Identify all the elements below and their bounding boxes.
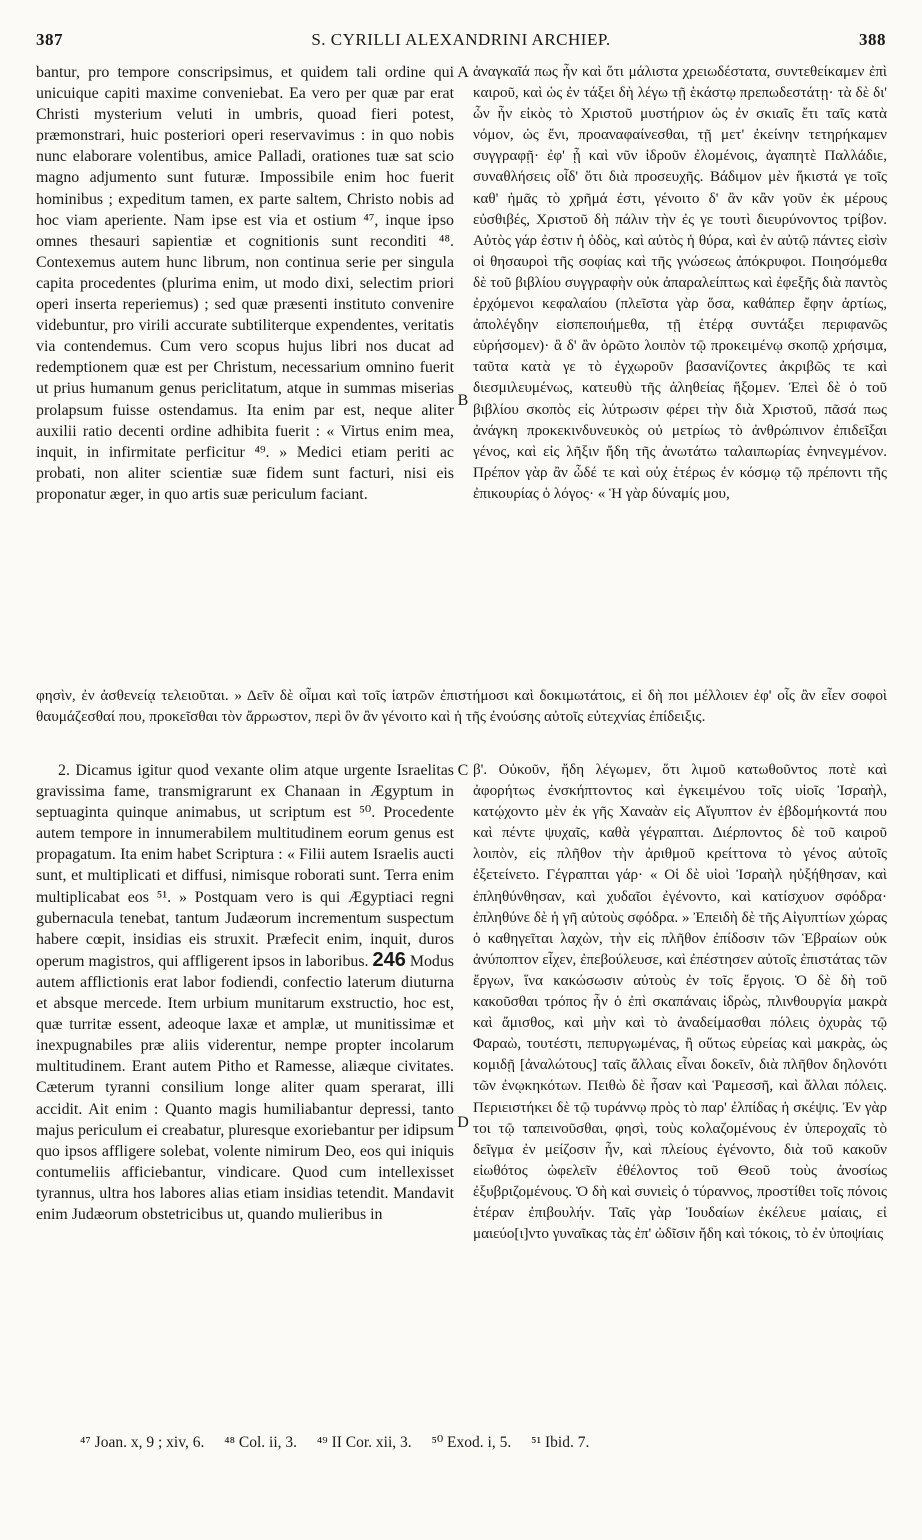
greek-full-width-line [36, 685, 887, 727]
margin-marker-d: D [457, 1114, 469, 1131]
footnote-48: ⁴⁸ Col. ii, 3. [224, 1434, 298, 1451]
latin-paragraph-2 [36, 760, 454, 1225]
page-header [36, 30, 886, 54]
greek-paragraph-1: ἀναγκαῖά πως ἦν καὶ ὅτι μάλιστα χρειωδέστατα, συντεθείκαμεν ἐπὶ καιροῦ, καὶ ὡς ἐν τάξει δὴ λέγω τῇ ἑκάστῳ πρεπωδεστάτῃ· τὰ δὲ δι' ὧν ἦν εἰκὸς τὸ Χριστοῦ μυστήριον ὡς ἐν σκιαῖς ἔτι ταῖς κατὰ νόμον, ὡς ἔνι, προαναφαίνεσθαι, τῇ μετ' ἐκείνην τετηρήκαμεν συγγραφῇ· ἐφ' ᾗ καὶ νῦν ἱδροῦν ἐλομένοις, ἀγαπητὲ Παλλάδιε, συναθλήσεις οἶδ' ὅτι διὰ προσευχῆς. Βάδιμον μὲν ἥκιστά γε τοῖς καθ' ἡμᾶς τὸ χρῆμά ἐστι, γένοιτο δ' ἂν κἂν γοῦν ἐκ μέρους εὐσθιβές, Χριστοῦ δὴ πάλιν τὴν ἐς γε τουτὶ διευρύνοντος τρίβον. Αὐτὸς γάρ ἐστιν ἡ ὁδὸς, καὶ αὐτὸς ἡ θύρα, καὶ ἐν αὐτῷ πάντες εἰσὶν οἱ θησαυροὶ τῆς σοφίας καὶ τῆς γνώσεως ἀπόκρυφοι. Ποιησόμεθα δὲ τοῦ βιβλίου συγγραφὴν οὐκ ἀπαραλείπτως καὶ ἐφεξῆς διὰ παντὸς ἐρχόμενοι κεφαλαίου (πλεῖστα γὰρ ὅσα, καθάπερ ἔφην ἀρτίως, ἀπολέγδην εἰσπεποιήμεθα, τῇ ἑτέρᾳ συντάξει περιφανῶς εὑρήσομεν)· ἃ δ' ἂν ὁρῶτο λοιπὸν τῷ προκειμένῳ σκοπῷ χρήσιμα, ταῦτα κατὰ γε τὸ ἐγχωροῦν βασανίζοντες ἀκριβῶς τε καὶ διεσμιλευμένως, κατευθὺ τῆς ἀληθείας ἥξομεν. Ἐπεὶ δὲ ὁ τοῦ βιβλίου σκοπὸς εἰς λύτρωσιν φέρει τὴν διὰ Χριστοῦ, πᾶσά πως ἀνάγκη προκεκινδυνευκὸς οὐ μετρίως τὸ ἀνθρώπινον ἐπιδεῖξαι γένος, καὶ εἰς λῆξιν ἤδη τῆς ἀνωτάτω ταλαιπωρίας ἐνηνεγμένον. Πρέπον γὰρ ἂν ὧδέ τε καὶ οὐχ ἑτέρως ἐν κόσμῳ τῷ πρέποντι τῆς ἐπικουρίας ὁ λόγος· « Ἡ γὰρ δύναμίς μου, [473, 64, 887, 502]
latin-paragraph-2-part-b: Modus autem afflictionis erat labor fodiendi, confectio laterum diuturna et absque mercede. Item urbium munitarum exstructio, hoc est, quæ turritæ essent, adeoque laxæ et amplæ, ut munitissimæ et inexpugnabiles præ aliis viderentur, nempe propter incolarum multitudinem. Erant autem Pitho et Ramesse, aliæque civitates. Cæterum tyranni consilium longe aliter quam sperarat, illi accidit. Ait enim : Quanto magis humiliabantur depressi, tanto majus periculum ei creabatur, pluresque exoriebantur per idipsum quo ipsos affligere solebat, volente nimirum Deo, eos qui iniquis contumeliis afficiebantur, vindicare. Quod cum intellexisset tyrannus, ultra hos labores alias etiam insidias tetendit. Mandavit enim Judæorum obstetricibus ut, quando mulieribus in [36, 952, 454, 1223]
latin-column-bottom [36, 760, 454, 1412]
running-title: S. CYRILLI ALEXANDRINI ARCHIEP. [311, 30, 611, 49]
latin-column-top [36, 62, 454, 682]
footnote-49: ⁴⁹ II Cor. xii, 3. [316, 1434, 412, 1451]
column-number: 246 [372, 948, 406, 971]
greek-full-width-text: φησὶν, ἐν ἀσθενείᾳ τελειοῦται. » Δεῖν δὲ οἶμαι καὶ τοῖς ἰατρῶν ἐπιστήμοσι καὶ δοκιμωτάτοις, εἰ δὴ ποι μέλλοιεν ἐφ' οἷς ἂν εἶεν σοφοὶ θαυμάζεσθαί που, προκεῖσθαι τὸν ἄρρωστον, περὶ ὃν ἂν γένοιτο καὶ ἡ τῆς ἐνούσης αὐτοῖς εὐτεχνίας ἐπίδειξις. [36, 687, 887, 726]
margin-marker-c: C [457, 762, 469, 779]
footnote-51: ⁵¹ Ibid. 7. [531, 1434, 590, 1451]
latin-paragraph-1: bantur, pro tempore conscripsimus, et quidem tali ordine qui unicuique capiti maxime conveniebat. Ea vero per quæ par erat Christi mysterium veluti in umbris, quoad fieri potest, præmonstrari, huic posteriori operi reservavimus : in quo nobis nunc elaborare volentibus, amice Palladi, orationes tuæ sat scio magno adjumento sunt futuræ. Impossibile enim hoc fuerit hominibus ; expeditum tamen, ex parte saltem, Christo nobis ad hoc viam aperiente. Nam ipse est via et ostium ⁴⁷, inque ipso omnes thesauri sapientiæ et cognitionis sunt reconditi ⁴⁸. Contexemus autem hunc librum, non continua serie per singula capita procedentes (plurima enim, ut modo dixi, selectim priori operi inserta reperiemus) ; sed quæ præsenti instituto convenire videbuntur, pro virili accurate subtiliterque expendentes, veritatis via contendemus. Cum vero scopus hujus libri nos ducat ad redemptionem quæ est per Christum, necessarium omnino fuerit ut prius humanum genus periclitatum, atque in summas miserias prolapsum fuisse ostendamus. Ita enim par est, neque aliter auxilii ratio decenti ordine adhibita fuerit : « Virtus enim mea, inquit, in infirmitate perficitur ⁴⁹. » Medici etiam periti ac probati, non aliter scientiæ suæ fidem sunt facturi, nisi eis proponatur æger, in quo artis suæ periculum faciant. [36, 64, 454, 503]
footnote-50: ⁵⁰ Exod. i, 5. [431, 1434, 512, 1451]
greek-column-top [473, 62, 887, 682]
page-number-left: 387 [36, 30, 63, 49]
greek-column-bottom [473, 760, 887, 1412]
page-number-right: 388 [859, 30, 886, 49]
greek-paragraph-2: β'. Οὐκοῦν, ἤδη λέγωμεν, ὅτι λιμοῦ κατωθοῦντος ποτὲ καὶ ἀφορήτως ἐνσκήπτοντος καὶ ἐγκειμένου τοῖς υἱοῖς Ἰσραὴλ, κατῴχοντο μὲν ἐκ γῆς Χαναὰν εἰς Αἴγυπτον ἐν ἑβδομήκοντά που καὶ πέντε ψυχαῖς, καθὰ γέγραπται. Διέρποντος δὲ τοῦ καιροῦ λοιπὸν, εἰς πλῆθον τὴν ἀριθμοῦ κρείττονα τὸ γένος αὐτοῖς ἐξετείνετο. Γέγραπται γάρ· « Οἱ δὲ υἱοὶ Ἰσραὴλ ηὐξήθησαν, καὶ ἐπληθύνθησαν, καὶ χυδαῖοι ἐγένοντο, καὶ κατίσχυον σφόδρα· ἐπληθύνε δὲ ἡ γῆ αὐτοὺς σφόδρα. » Ἐπειδὴ δὲ τῆς Αἰγυπτίων χώρας ὁ καθηγεῖται λαχὼν, τὴν εἰς πλῆθον ἐπίδοσιν τῶν Ἑβραίων οὐκ ἀνύποπτον εἶχεν, ἐπεβούλευσε, καὶ ἐπέστησεν αὐτοῖς ἐπιστάτας τῶν ἔργων, ἵνα κακώσωσιν αὐτοὺς ἐν τοῖς ἔργοις. Ὁ δὲ δὴ τοῦ κακοῦσθαι τρόπος ἦν ὁ ἐπὶ σκαπάναις ἱδρὼς, πλινθουργία μακρὰ καὶ ἄμισθος, καὶ μὴν καὶ τὸ ἀναδείμασθαι πόλεις ὀχυρὰς τῷ Φαραὼ, τουτέστι, πεπυργωμένας, ἢ οὕτως εὐρείας καὶ μακρὰς, ὡς κομιδῇ [ἀναλώτους] ταῖς ἄλλαις εἶναι δοκεῖν, διὰ πλῆθον δηλονότι τῶν ἐνῳκηκότων. Πειθὼ δὲ ἦσαν καὶ Ῥαμεσσῆ, καὶ ἄλλαι πόλεις. Περιειστήκει δὲ τῷ τυράννῳ πρὸς τὸ παρ' ἐλπίδας ἡ σκέψις. Ἐν γὰρ τοι τῷ ταπεινοῦσθαι, φησὶ, τοὺς κολαζομένους ἐν ὑπεροχαῖς τὸ δεῖγμα ἐν μείζοσιν ἦν, καὶ πλείους ἐγένοντο, διὰ τοῦ κακοῦν εἰωθότος ὠφελεῖν ἐθέλοντος τοῦ Θεοῦ τοὺς ἀνοσίως ἐξυβριζομένους. Ὁ δὴ καὶ συνιεὶς ὁ τύραννος, προστίθει τοῖς πόνοις ἑτέραν ἐπιβουλήν. Ταῖς γὰρ Ἰουδαίων ἐκέλευε μαίαις, εἰ μαιεύο[ι]ντο γυναῖκας τὰς ἐπ' ὠδῖσιν ἤδη καὶ τόκοις, τὸ ἐν ὑποψίαις [473, 762, 887, 1243]
margin-marker-a: A [457, 64, 469, 81]
footnotes [80, 1433, 605, 1452]
latin-paragraph-2-part-a: 2. Dicamus igitur quod vexante olim atque urgente Israelitas gravissima fame, transmigrarunt ex Chanaan in Ægyptum in septuaginta quinque animabus, ut scriptum est ⁵⁰. Procedente autem tempore in innumerabilem multitudinem eorum genus est propagatum. Ita enim habet Scriptura : « Filii autem Israelis aucti sunt, et multiplicati et diffusi, nimisque roborati sunt. Terra enim multiplicabat eos ⁵¹. » Postquam vero is qui Ægyptiaci regni gubernacula tenebat, tantum Judæorum incrementum suspectum habere cœpit, insidias eis struxit. Præfecit enim, inquit, duros operum magistros, qui affligerent ipsos in laboribus. [36, 762, 454, 970]
footnote-47: ⁴⁷ Joan. x, 9 ; xiv, 6. [80, 1434, 205, 1451]
margin-marker-b: B [457, 392, 469, 409]
